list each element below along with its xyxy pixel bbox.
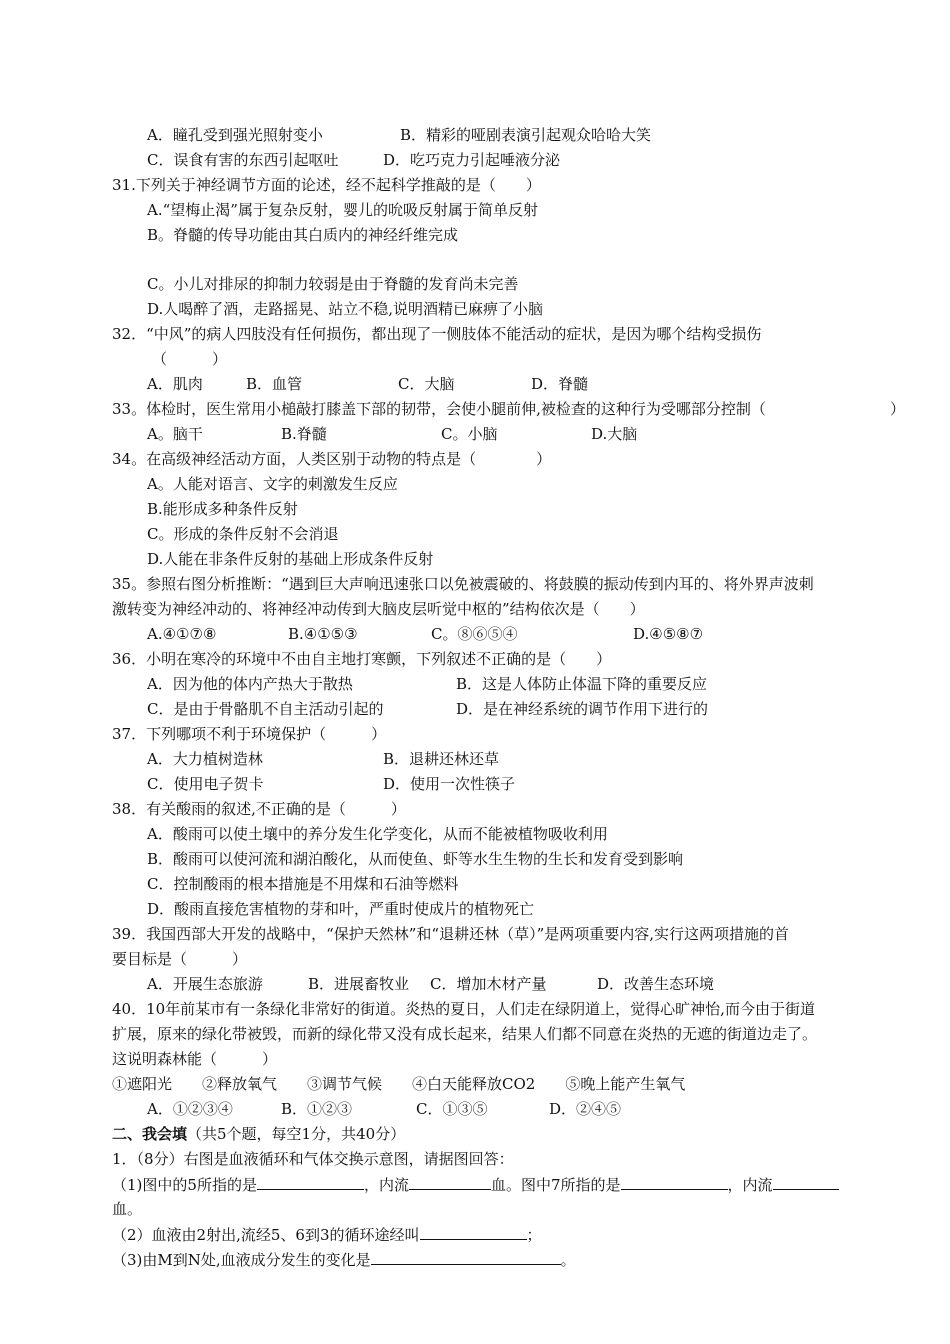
q31-stem: 31.下列关于神经调节方面的论述，经不起科学推敲的是（ ）	[112, 176, 541, 194]
q33-option-a: A。脑干	[147, 425, 203, 443]
q31-option-c: C。小儿对排尿的抑制力较弱是由于脊髓的发育尚未完善	[147, 275, 519, 293]
fill-1-part-2-text: （2）血液由2射出,流经5、6到3的循环途经叫	[112, 1226, 420, 1244]
fill-1-part-1-end: 血。	[112, 1200, 143, 1218]
q33-option-d: D.大脑	[591, 425, 638, 443]
q33-answer-paren-close: ）	[890, 400, 906, 418]
q30-option-a: A．瞳孔受到强光照射变小	[147, 126, 323, 144]
q32-option-b: B．血管	[246, 375, 303, 393]
q31-option-b: B。脊髓的传导功能由其白质内的神经纤维完成	[147, 226, 459, 244]
fill-1-part-2-end: ；	[526, 1226, 542, 1244]
q40-stem-line-1: 40．10年前某市有一条绿化非常好的街道。炎热的夏日，人们走在绿阴道上，觉得心旷神怡,而今由于街道	[112, 1000, 815, 1018]
q39-option-a: A．开展生态旅游	[147, 975, 263, 993]
answer-blank-5-structure[interactable]	[257, 1174, 364, 1190]
q40-option-b: B．①②③	[281, 1100, 353, 1118]
fill-1-part-2	[112, 1224, 542, 1244]
q40-stem-line-3: 这说明森林能（ ）	[112, 1050, 278, 1068]
fill-1-part-1-text-d: ，内流	[727, 1176, 773, 1194]
q37-option-b: B．退耕还林还草	[383, 750, 500, 768]
q34-option-c: C。形成的条件反射不会消退	[147, 525, 339, 543]
section-2-title: 二、我会填	[112, 1125, 188, 1143]
q40-option-d: D．②④⑤	[549, 1100, 622, 1118]
section-2-info: （共5个题，每空1分，共40分）	[187, 1125, 406, 1143]
fill-1-part-1-text-a: （1)图中的5所指的是	[112, 1176, 257, 1194]
q40-option-c: C．①③⑤	[416, 1100, 488, 1118]
q38-option-a: A．酸雨可以使土壤中的养分发生化学变化，从而不能被植物吸收利用	[147, 825, 608, 843]
q32-option-c: C．大脑	[398, 375, 455, 393]
fill-1-part-3-text: （3)由M到N处,血液成分发生的变化是	[112, 1251, 371, 1269]
q32-option-a: A．肌肉	[147, 375, 203, 393]
fill-1-part-1-text-b: ，内流	[363, 1176, 409, 1194]
q31-option-d: D.人喝醉了酒，走路摇晃、站立不稳,说明酒精已麻痹了小脑	[147, 300, 544, 318]
q39-option-c: C．增加木材产量	[430, 975, 547, 993]
q39-stem-line-2: 要目标是（ ）	[112, 950, 248, 968]
q30-option-d: D．吃巧克力引起唾液分泌	[383, 151, 561, 169]
q35-stem-line-2: 激转变为神经冲动的、将神经冲动传到大脑皮层听觉中枢的”结构依次是（ ）	[112, 600, 645, 618]
q38-option-c: C．控制酸雨的根本措施是不用煤和石油等燃料	[147, 875, 459, 893]
q30-option-b: B．精彩的哑剧表演引起观众哈哈大笑	[400, 126, 652, 144]
q33-stem: 33。体检时，医生常用小槌敲打膝盖下部的韧带，会使小腿前伸,被检查的这种行为受哪部分控制（	[112, 400, 766, 418]
q39-option-d: D．改善生态环境	[597, 975, 715, 993]
q35-option-c: C。⑧⑥⑤④	[431, 625, 518, 643]
fill-1-part-3	[112, 1249, 576, 1269]
q39-stem-line-1: 39．我国西部大开发的战略中，“保护天然林”和“退耕还林（草）”是两项重要内容,实行这两项措施的首	[112, 925, 790, 943]
q35-option-b: B.④①⑤③	[288, 625, 358, 643]
fill-1-part-3-end: 。	[560, 1251, 576, 1269]
q33-option-c: C。小脑	[441, 425, 498, 443]
q37-option-c: C．使用电子贺卡	[147, 775, 264, 793]
answer-blank-7-structure[interactable]	[621, 1174, 728, 1190]
q36-option-b: B．这是人体防止体温下降的重要反应	[456, 675, 708, 693]
answer-blank-5-blood[interactable]	[409, 1174, 491, 1190]
answer-blank-7-blood[interactable]	[773, 1174, 839, 1190]
q33-option-b: B.脊髓	[281, 425, 327, 443]
q36-stem: 36．小明在寒冷的环境中不由自主地打寒颤，下列叙述不正确的是（ ）	[112, 650, 612, 668]
q34-option-a: A。人能对语言、文字的刺激发生反应	[147, 475, 398, 493]
q32-stem: 32．“中风”的病人四肢没有任何损伤，都出现了一侧肢体不能活动的症状，是因为哪个结构受损伤	[112, 325, 762, 343]
q34-option-b: B.能形成多种条件反射	[147, 500, 298, 518]
q40-stem-line-2: 扩展，原来的绿化带被毁，而新的绿化带又没有成长起来，结果人们都不同意在炎热的无遮的街道边走了。	[112, 1025, 818, 1043]
q36-option-c: C．是由于骨骼肌不自主活动引起的	[147, 700, 384, 718]
fill-1-part-1-text-c: 血。图中7所指的是	[490, 1176, 621, 1194]
q34-stem: 34。在高级神经活动方面，人类区别于动物的特点是（ ）	[112, 450, 552, 468]
q32-option-d: D．脊髓	[531, 375, 589, 393]
q35-stem-line-1: 35。参照右图分析推断：“遇到巨大声响迅速张口以免被震破的、将鼓膜的振动传到内耳的、将外界声波刺	[112, 575, 814, 593]
q35-option-d: D.④⑤⑧⑦	[633, 625, 704, 643]
section-2-heading	[112, 1124, 405, 1144]
q39-option-b: B．进展畜牧业	[308, 975, 410, 993]
q36-option-d: D．是在神经系统的调节作用下进行的	[456, 700, 709, 718]
q40-option-a: A．①②③④	[147, 1100, 233, 1118]
answer-blank-blood-change[interactable]	[371, 1249, 561, 1265]
q37-option-a: A．大力植树造林	[147, 750, 263, 768]
fill-1-part-1	[112, 1174, 839, 1194]
q38-option-b: B．酸雨可以使河流和湖泊酸化，从而使鱼、虾等水生生物的生长和发育受到影响	[147, 850, 684, 868]
q36-option-a: A．因为他的体内产热大于散热	[147, 675, 353, 693]
q30-option-c: C．误食有害的东西引起呕吐	[147, 151, 339, 169]
q40-statement-list: ①遮阳光 ②释放氧气 ③调节气候 ④白天能释放CO2 ⑤晚上能产生氧气	[112, 1075, 686, 1093]
q38-stem: 38．有关酸雨的叙述,不正确的是（ ）	[112, 800, 406, 818]
q32-answer-paren: （ ）	[152, 350, 228, 368]
q31-option-a: A.“望梅止渴”属于复杂反射，婴儿的吮吸反射属于简单反射	[147, 201, 538, 219]
q38-option-d: D．酸雨直接危害植物的芽和叶，严重时使成片的植物死亡	[147, 900, 535, 918]
answer-blank-circulation[interactable]	[420, 1224, 527, 1240]
q34-option-d: D.人能在非条件反射的基础上形成条件反射	[147, 550, 434, 568]
q35-option-a: A.④①⑦⑧	[147, 625, 217, 643]
q37-stem: 37．下列哪项不利于环境保护（ ）	[112, 725, 387, 743]
q37-option-d: D．使用一次性筷子	[383, 775, 516, 793]
fill-1-stem: 1．（8分）右图是血液循环和气体交换示意图，请据图回答：	[112, 1150, 514, 1168]
